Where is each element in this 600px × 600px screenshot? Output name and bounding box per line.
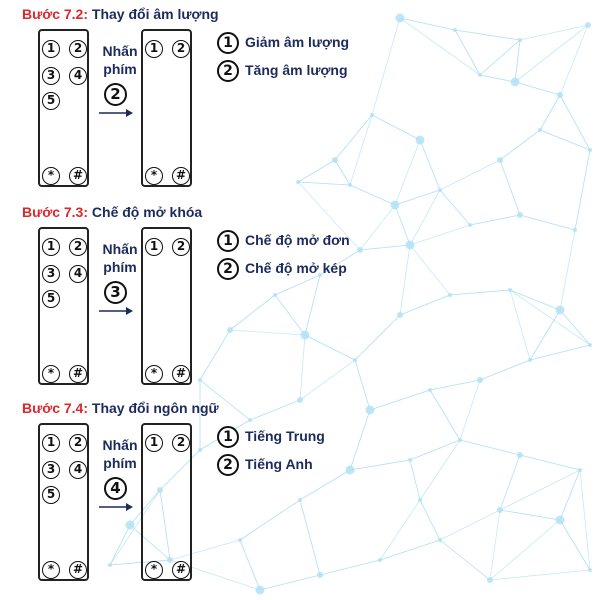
key-2: 2 [172, 238, 190, 256]
key-hash: # [69, 561, 87, 579]
section-language [0, 394, 600, 590]
option-number: 1 [217, 426, 239, 448]
key-2: 2 [69, 40, 87, 58]
keypad-before [38, 423, 89, 581]
option-label: Tiếng Anh [245, 456, 313, 472]
press-instruction [98, 436, 142, 472]
key-3: 3 [42, 461, 60, 479]
option-number: 2 [217, 258, 239, 280]
key-star: * [42, 561, 60, 579]
key-4: 4 [69, 67, 87, 85]
key-1: 1 [145, 40, 163, 58]
key-star: * [42, 167, 60, 185]
option-number: 2 [217, 60, 239, 82]
key-hash: # [69, 167, 87, 185]
key-1: 1 [145, 238, 163, 256]
section-title [22, 400, 219, 416]
key-hash: # [172, 365, 190, 383]
option-number: 2 [217, 454, 239, 476]
key-hash: # [69, 365, 87, 383]
option-number: 1 [217, 230, 239, 252]
step-title: Chế độ mở khóa [91, 204, 203, 220]
arrow-right-icon [99, 108, 133, 118]
press-line-2: phím [103, 61, 137, 77]
key-hash: # [172, 561, 190, 579]
key-3: 3 [42, 265, 60, 283]
option-label: Chế độ mở đơn [245, 232, 350, 248]
key-4: 4 [69, 461, 87, 479]
key-star: * [145, 167, 163, 185]
key-1: 1 [42, 238, 60, 256]
keypad-before [38, 29, 89, 187]
step-number: Bước 7.2: [22, 6, 89, 22]
option-label: Giảm âm lượng [245, 34, 350, 50]
step-title: Thay đổi ngôn ngữ [91, 400, 219, 416]
section-unlock-mode [0, 198, 600, 394]
key-star: * [145, 561, 163, 579]
key-4: 4 [69, 265, 87, 283]
keypad-after [141, 423, 192, 581]
section-title [22, 204, 202, 220]
keypad-after [141, 29, 192, 187]
press-line-1: Nhấn [102, 241, 138, 257]
step-number: Bước 7.3: [22, 204, 89, 220]
press-key: 3 [104, 281, 127, 304]
press-line-1: Nhấn [102, 437, 138, 453]
option-label: Tăng âm lượng [245, 62, 348, 78]
section-title [22, 6, 219, 22]
key-5: 5 [42, 92, 60, 110]
key-5: 5 [42, 486, 60, 504]
key-1: 1 [42, 434, 60, 452]
option-label: Chế độ mở kép [245, 260, 347, 276]
section-volume [0, 0, 600, 196]
step-title: Thay đổi âm lượng [91, 6, 219, 22]
press-key: 4 [104, 477, 127, 500]
key-star: * [42, 365, 60, 383]
key-hash: # [172, 167, 190, 185]
arrow-right-icon [99, 502, 133, 512]
option-label: Tiếng Trung [245, 428, 325, 444]
key-star: * [145, 365, 163, 383]
key-2: 2 [69, 434, 87, 452]
arrow-right-icon [99, 306, 133, 316]
key-3: 3 [42, 67, 60, 85]
key-2: 2 [69, 238, 87, 256]
key-2: 2 [172, 40, 190, 58]
press-line-2: phím [103, 259, 137, 275]
step-number: Bước 7.4: [22, 400, 89, 416]
keypad-after [141, 227, 192, 385]
press-line-2: phím [103, 455, 137, 471]
key-2: 2 [172, 434, 190, 452]
press-instruction [98, 240, 142, 276]
press-instruction [98, 42, 142, 78]
key-1: 1 [42, 40, 60, 58]
key-1: 1 [145, 434, 163, 452]
keypad-before [38, 227, 89, 385]
press-key: 2 [104, 83, 127, 106]
press-line-1: Nhấn [102, 43, 138, 59]
key-5: 5 [42, 290, 60, 308]
option-number: 1 [217, 32, 239, 54]
